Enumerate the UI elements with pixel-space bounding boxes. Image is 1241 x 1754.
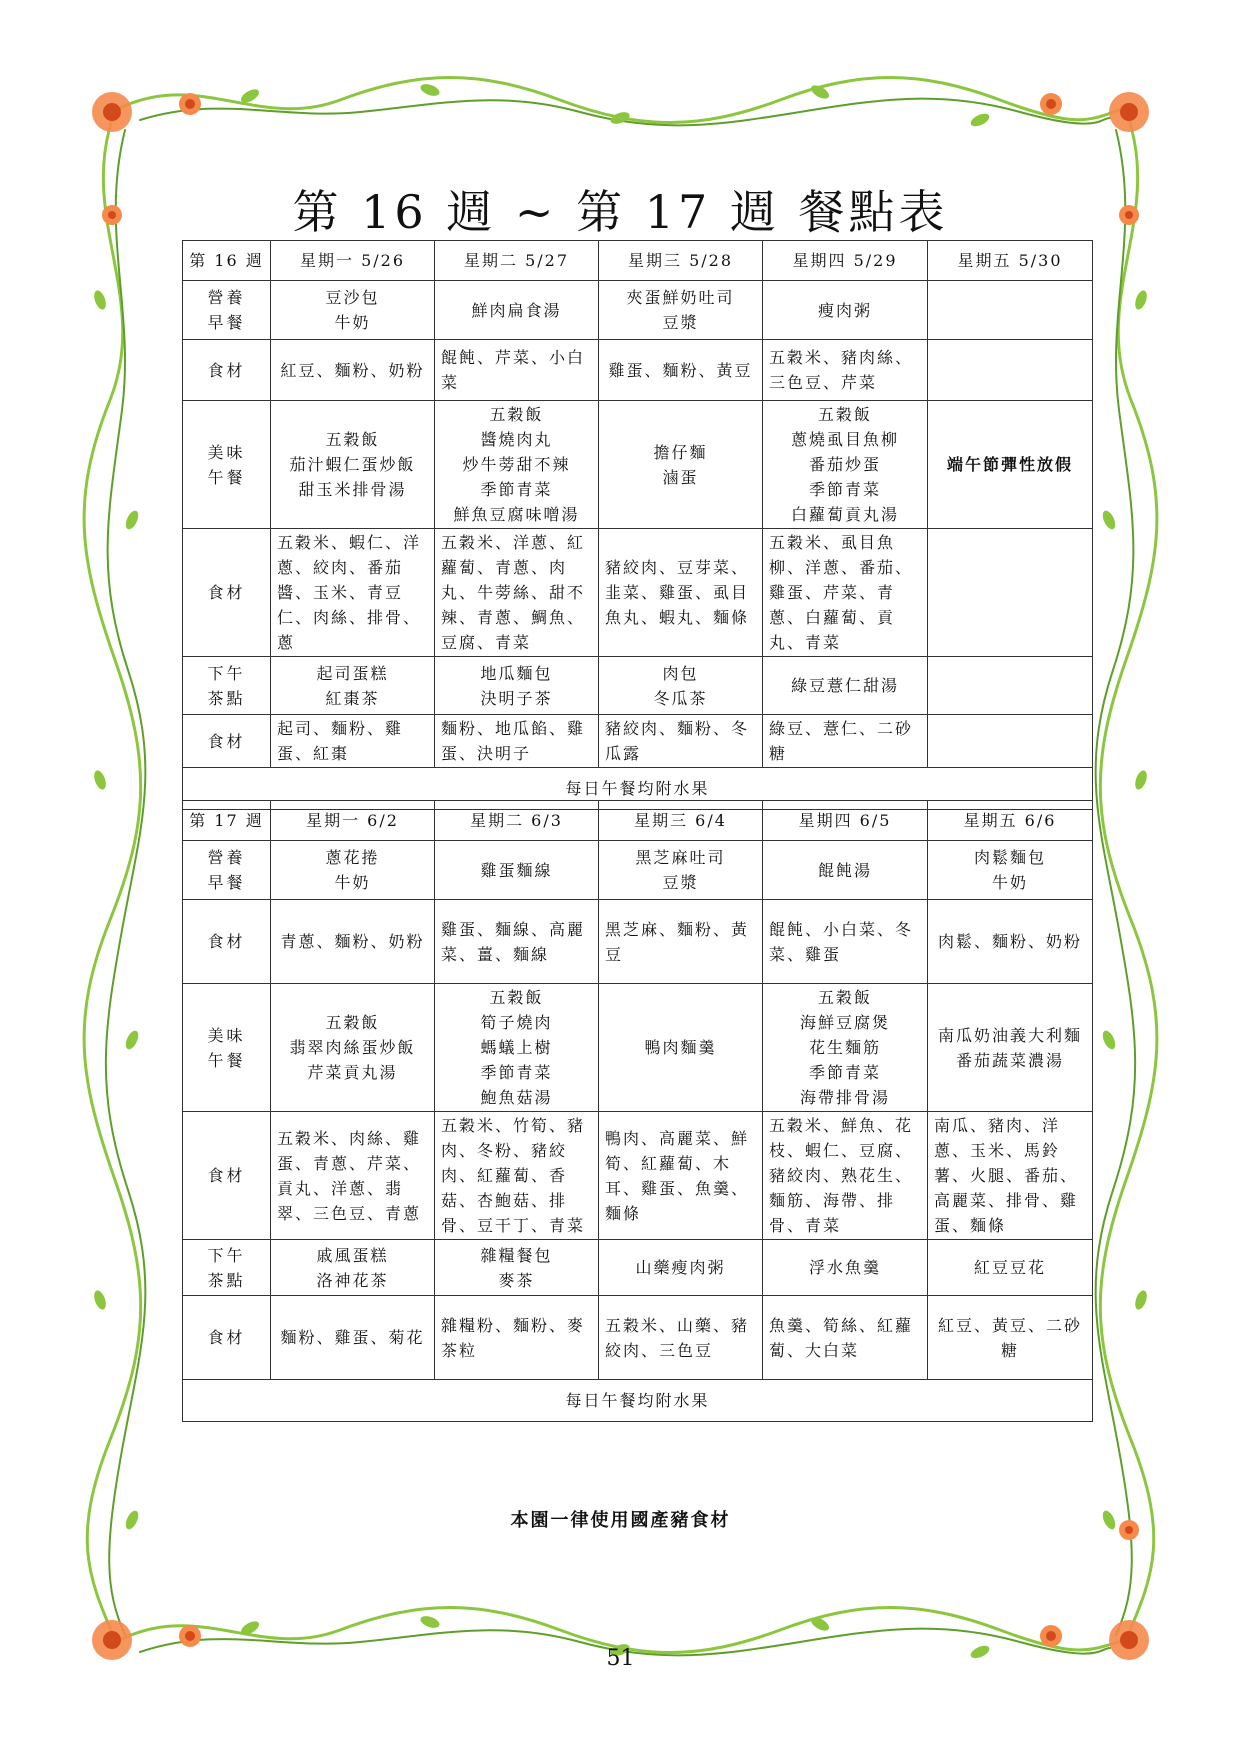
- snack-ingredients-row: [183, 1296, 1093, 1380]
- menu-cell: 鮮肉扁食湯: [435, 281, 599, 340]
- ingredient-cell: 麵粉、地瓜餡、雞蛋、決明子: [435, 715, 599, 768]
- menu-cell: 五穀飯 蔥燒虱目魚柳 番茄炒蛋 季節青菜 白蘿蔔貢丸湯: [763, 401, 928, 529]
- ingredient-cell: 肉鬆、麵粉、奶粉: [928, 900, 1093, 984]
- menu-cell: [928, 281, 1093, 340]
- page-title: 第 16 週 ~ 第 17 週 餐點表: [292, 185, 949, 239]
- breakfast-ingredients-row: [183, 900, 1093, 984]
- menu-cell: 瘦肉粥: [763, 281, 928, 340]
- menu-cell: 擔仔麵 滷蛋: [599, 401, 763, 529]
- menu-cell: 雞蛋麵線: [435, 841, 599, 900]
- day-header: 星期四 6/5: [763, 801, 928, 841]
- row-label: 食材: [183, 340, 271, 401]
- ingredient-cell: 黑芝麻、麵粉、黃豆: [599, 900, 763, 984]
- ingredient-cell: 起司、麵粉、雞蛋、紅棗: [271, 715, 435, 768]
- ingredient-cell: 五穀米、鮮魚、花枝、蝦仁、豆腐、豬絞肉、熟花生、麵筋、海帶、排骨、青菜: [763, 1112, 928, 1240]
- row-label: 食材: [183, 715, 271, 768]
- menu-cell: 浮水魚羹: [763, 1240, 928, 1296]
- menu-cell: 綠豆薏仁甜湯: [763, 657, 928, 715]
- footer-row: [183, 1380, 1093, 1422]
- lunch-ingredients-row: [183, 1112, 1093, 1240]
- holiday-notice: 端午節彈性放假: [928, 401, 1093, 529]
- row-label: 下午 茶點: [183, 1240, 271, 1296]
- row-label: 美味 午餐: [183, 401, 271, 529]
- fruit-note: 每日午餐均附水果: [183, 768, 1093, 810]
- row-label: 營養 早餐: [183, 841, 271, 900]
- page-number: 51: [606, 1646, 635, 1671]
- ingredient-cell: [928, 715, 1093, 768]
- row-label: 食材: [183, 529, 271, 657]
- ingredient-cell: 五穀米、蝦仁、洋蔥、絞肉、番茄醬、玉米、青豆仁、肉絲、排骨、蔥: [271, 529, 435, 657]
- week-label: 第 17 週: [183, 801, 271, 841]
- day-header: 星期五 5/30: [928, 241, 1093, 281]
- day-header: 星期三 6/4: [599, 801, 763, 841]
- menu-cell: 戚風蛋糕 洛神花茶: [271, 1240, 435, 1296]
- menu-table-week16: [182, 240, 1093, 810]
- menu-cell: 蔥花捲 牛奶: [271, 841, 435, 900]
- ingredient-cell: 青蔥、麵粉、奶粉: [271, 900, 435, 984]
- row-label: 營養 早餐: [183, 281, 271, 340]
- menu-cell: [928, 657, 1093, 715]
- row-label: 下午 茶點: [183, 657, 271, 715]
- menu-table-week17: [182, 800, 1093, 1422]
- ingredient-cell: [928, 529, 1093, 657]
- menu-cell: 餛飩湯: [763, 841, 928, 900]
- lunch-row: [183, 401, 1093, 529]
- row-label: 食材: [183, 1296, 271, 1380]
- menu-cell: 肉包 冬瓜茶: [599, 657, 763, 715]
- ingredient-cell: 餛飩、小白菜、冬菜、雞蛋: [763, 900, 928, 984]
- breakfast-row: [183, 841, 1093, 900]
- menu-cell: 黑芝麻吐司 豆漿: [599, 841, 763, 900]
- ingredient-cell: 五穀米、豬肉絲、三色豆、芹菜: [763, 340, 928, 401]
- ingredient-cell: 餛飩、芹菜、小白菜: [435, 340, 599, 401]
- lunch-ingredients-row: [183, 529, 1093, 657]
- week-label: 第 16 週: [183, 241, 271, 281]
- menu-cell: 南瓜奶油義大利麵 番茄蔬菜濃湯: [928, 984, 1093, 1112]
- menu-cell: 鴨肉麵羹: [599, 984, 763, 1112]
- snack-row: [183, 1240, 1093, 1296]
- menu-cell: 雜糧餐包 麥茶: [435, 1240, 599, 1296]
- ingredient-cell: 綠豆、薏仁、二砂糖: [763, 715, 928, 768]
- table-header-row: [183, 241, 1093, 281]
- ingredient-cell: 南瓜、豬肉、洋蔥、玉米、馬鈴薯、火腿、番茄、高麗菜、排骨、雞蛋、麵條: [928, 1112, 1093, 1240]
- ingredient-cell: 雞蛋、麵線、高麗菜、薑、麵線: [435, 900, 599, 984]
- ingredient-cell: 紅豆、黃豆、二砂糖: [928, 1296, 1093, 1380]
- ingredient-cell: 五穀米、竹筍、豬肉、冬粉、豬絞肉、紅蘿蔔、香菇、杏鮑菇、排骨、豆干丁、青菜: [435, 1112, 599, 1240]
- ingredient-cell: 五穀米、肉絲、雞蛋、青蔥、芹菜、貢丸、洋蔥、翡翠、三色豆、青蔥: [271, 1112, 435, 1240]
- menu-cell: 豆沙包 牛奶: [271, 281, 435, 340]
- breakfast-ingredients-row: [183, 340, 1093, 401]
- menu-cell: 五穀飯 翡翠肉絲蛋炒飯 芹菜貢丸湯: [271, 984, 435, 1112]
- menu-cell: 夾蛋鮮奶吐司 豆漿: [599, 281, 763, 340]
- menu-cell: 肉鬆麵包 牛奶: [928, 841, 1093, 900]
- day-header: 星期四 5/29: [763, 241, 928, 281]
- menu-cell: 起司蛋糕 紅棗茶: [271, 657, 435, 715]
- menu-cell: 五穀飯 茄汁蝦仁蛋炒飯 甜玉米排骨湯: [271, 401, 435, 529]
- ingredient-cell: 五穀米、洋蔥、紅蘿蔔、青蔥、肉丸、牛蒡絲、甜不辣、青蔥、鯛魚、豆腐、青菜: [435, 529, 599, 657]
- menu-cell: 紅豆豆花: [928, 1240, 1093, 1296]
- ingredient-cell: 五穀米、虱目魚柳、洋蔥、番茄、雞蛋、芹菜、青蔥、白蘿蔔、貢丸、青菜: [763, 529, 928, 657]
- ingredient-cell: 雞蛋、麵粉、黃豆: [599, 340, 763, 401]
- snack-ingredients-row: [183, 715, 1093, 768]
- ingredient-cell: 雜糧粉、麵粉、麥茶粒: [435, 1296, 599, 1380]
- row-label: 美味 午餐: [183, 984, 271, 1112]
- ingredient-cell: 紅豆、麵粉、奶粉: [271, 340, 435, 401]
- day-header: 星期一 6/2: [271, 801, 435, 841]
- row-label: 食材: [183, 900, 271, 984]
- menu-cell: 五穀飯 醬燒肉丸 炒牛蒡甜不辣 季節青菜 鮮魚豆腐味噌湯: [435, 401, 599, 529]
- lunch-row: [183, 984, 1093, 1112]
- ingredient-cell: 五穀米、山藥、豬絞肉、三色豆: [599, 1296, 763, 1380]
- day-header: 星期五 6/6: [928, 801, 1093, 841]
- table-header-row: [183, 801, 1093, 841]
- row-label: 食材: [183, 1112, 271, 1240]
- ingredient-cell: 麵粉、雞蛋、菊花: [271, 1296, 435, 1380]
- ingredient-cell: 鴨肉、高麗菜、鮮筍、紅蘿蔔、木耳、雞蛋、魚羹、麵條: [599, 1112, 763, 1240]
- ingredient-cell: [928, 340, 1093, 401]
- day-header: 星期二 5/27: [435, 241, 599, 281]
- fruit-note: 每日午餐均附水果: [183, 1380, 1093, 1422]
- ingredient-cell: 豬絞肉、麵粉、冬瓜露: [599, 715, 763, 768]
- pork-origin-note: 本園一律使用國產豬食材: [510, 1510, 731, 1531]
- snack-row: [183, 657, 1093, 715]
- menu-cell: 山藥瘦肉粥: [599, 1240, 763, 1296]
- menu-cell: 五穀飯 筍子燒肉 螞蟻上樹 季節青菜 鮑魚菇湯: [435, 984, 599, 1112]
- menu-cell: 五穀飯 海鮮豆腐煲 花生麵筋 季節青菜 海帶排骨湯: [763, 984, 928, 1112]
- day-header: 星期一 5/26: [271, 241, 435, 281]
- ingredient-cell: 魚羹、筍絲、紅蘿蔔、大白菜: [763, 1296, 928, 1380]
- breakfast-row: [183, 281, 1093, 340]
- day-header: 星期三 5/28: [599, 241, 763, 281]
- menu-cell: 地瓜麵包 決明子茶: [435, 657, 599, 715]
- ingredient-cell: 豬絞肉、豆芽菜、韭菜、雞蛋、虱目魚丸、蝦丸、麵條: [599, 529, 763, 657]
- day-header: 星期二 6/3: [435, 801, 599, 841]
